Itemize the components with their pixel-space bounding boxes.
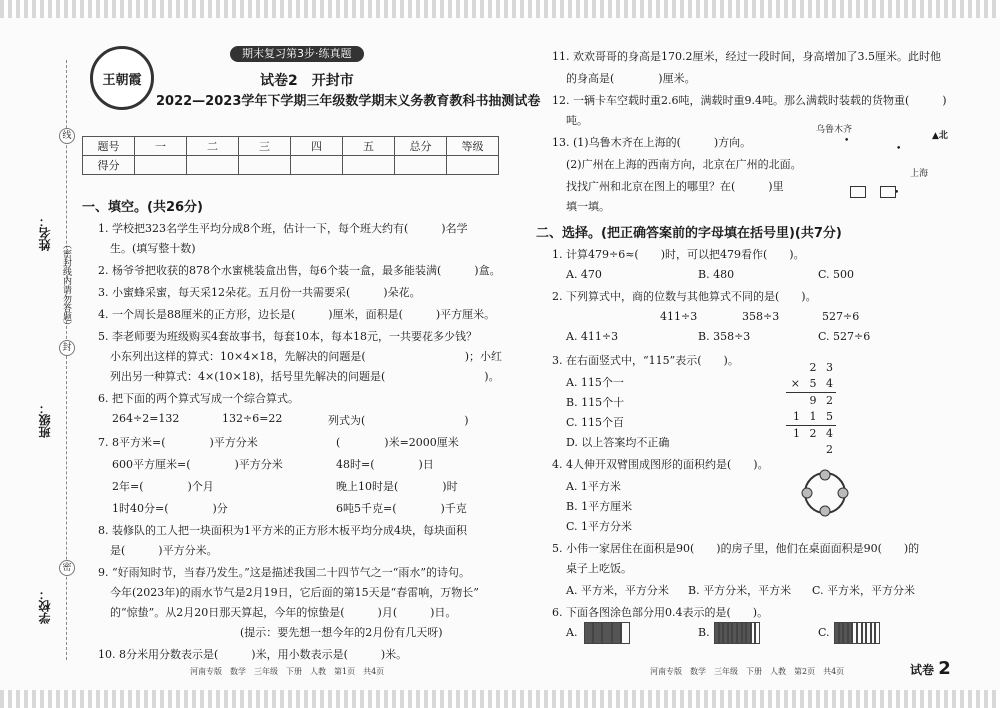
- choice-2-expr-3: 527÷6: [822, 310, 860, 323]
- review-step-badge: 期末复习第3步·练真题: [230, 46, 364, 62]
- choice-4-b: B. 1平方厘米: [566, 500, 633, 513]
- choice-5-c: C. 平方米，平方分米: [812, 584, 916, 597]
- choice-1-c: C. 500: [818, 268, 855, 281]
- map-box-1[interactable]: [850, 186, 866, 198]
- score-cell: 一: [135, 137, 187, 156]
- question-12-cont: 吨。: [566, 114, 588, 127]
- score-cell[interactable]: [187, 156, 239, 175]
- choice-3-b: B. 115个十: [566, 396, 625, 409]
- question-7: 7. 8平方米=( )平方分米: [98, 436, 258, 449]
- question-9-cont1: 今年(2023年)的雨水节气是2月19日，它后面的第15天是“春雷响，万物长”: [110, 586, 479, 599]
- choice-1-b: B. 480: [698, 268, 735, 281]
- score-cell[interactable]: [395, 156, 447, 175]
- choice-1-a: A. 470: [566, 268, 602, 281]
- choice-2-b: B. 358÷3: [698, 330, 751, 343]
- paper-title: 试卷2 开封市: [260, 73, 354, 89]
- choice-4: 4. 4人伸开双臂围成图形的面积约是( )。: [552, 458, 769, 471]
- question-10: 10. 8分米用分数表示是( )米，用小数表示是( )米。: [98, 648, 408, 661]
- question-13-1: 13. (1)乌鲁木齐在上海的( )方向。: [552, 136, 752, 149]
- score-table: [82, 136, 499, 175]
- choice-4-a: A. 1平方米: [566, 480, 621, 493]
- question-5-cont1: 小东列出这样的算式：10×4×18，先解决的问题是( )；小红: [110, 350, 503, 363]
- question-9-cont2: 的“惊蛰”。从2月20日那天算起，今年的惊蛰是( )月( )日。: [110, 606, 457, 619]
- top-wave-border: [0, 0, 1000, 18]
- publisher-logo: 王朝霞: [90, 46, 154, 110]
- question-7-f: 晚上10时是( )时: [336, 480, 458, 493]
- paper-tag-label: 试卷: [910, 663, 935, 677]
- score-cell: 题号: [83, 137, 135, 156]
- score-cell: 五: [343, 137, 395, 156]
- class-label: 班级：: [38, 402, 52, 438]
- question-4: 4. 一个周长是88厘米的正方形，边长是( )厘米，面积是( )平方厘米。: [98, 308, 496, 321]
- score-cell: 三: [239, 137, 291, 156]
- section-choice: 二、选择。(把正确答案前的字母填在括号里)(共7分): [536, 226, 842, 241]
- score-cell[interactable]: [239, 156, 291, 175]
- fraction-bar-b: [714, 622, 760, 644]
- map-box-2[interactable]: [880, 186, 896, 198]
- question-5: 5. 李老师要为班级购买4套故事书，每套10本，每本18元，一共要花多少钱？: [98, 330, 477, 343]
- vertical-multiplication: [786, 360, 836, 458]
- seal-seal: 封: [59, 340, 75, 356]
- choice-4-c: C. 1平方分米: [566, 520, 633, 533]
- map-dot-unknown: •: [896, 144, 902, 154]
- choice-6-c: C.: [818, 626, 830, 639]
- score-cell: 二: [187, 137, 239, 156]
- choice-2-expr-2: 358÷3: [742, 310, 780, 323]
- school-label: 学校：: [38, 588, 52, 624]
- map-label-shanghai: 上海: [910, 169, 929, 179]
- choice-6-a: A.: [566, 626, 578, 639]
- question-13-4: 填一填。: [566, 200, 610, 213]
- seal-line: 线: [59, 128, 75, 144]
- choice-3-d: D. 以上答案均不正确: [566, 436, 670, 449]
- name-label: 姓名：: [38, 215, 52, 251]
- question-7-g: 1时40分=( )分: [112, 502, 228, 515]
- choice-1: 1. 计算479÷6≈( )时，可以把479看作( )。: [552, 248, 805, 261]
- calc-line: × 5 4: [790, 377, 836, 390]
- question-11: 11. 欢欢哥哥的身高是170.2厘米，经过一段时间，身高增加了3.5厘米。此时他: [552, 50, 941, 63]
- score-cell: 总分: [395, 137, 447, 156]
- calc-line: 2 3: [809, 361, 836, 374]
- binding-note: （密封线内请勿答题）: [61, 240, 71, 330]
- page-footer-right: 河南专版 数学 三年级 下册 人教 第2页 共4页: [650, 667, 845, 676]
- map-dot-guangzhou: •: [894, 188, 900, 198]
- seal-dense: 密: [59, 560, 75, 576]
- question-8-cont: 是( )平方分米。: [110, 544, 218, 557]
- choice-5-b: B. 平方分米，平方米: [688, 584, 792, 597]
- calc-line: 9 2: [809, 394, 836, 407]
- question-13-2: (2)广州在上海的西南方向，北京在广州的北面。: [566, 158, 802, 171]
- choice-2-expr-1: 411÷3: [660, 310, 698, 323]
- section-fill-blank: 一、填空。(共26分): [82, 200, 203, 215]
- map-dot-urumqi: •: [844, 136, 850, 146]
- score-cell: 得分: [83, 156, 135, 175]
- map-label-urumqi: 乌鲁木齐: [816, 125, 853, 135]
- page-footer-left: 河南专版 数学 三年级 下册 人教 第1页 共4页: [190, 667, 385, 676]
- choice-6-b: B.: [698, 626, 710, 639]
- score-table-row: [83, 156, 499, 175]
- question-9-hint: (提示：要先想一想今年的2月份有几天呀): [240, 626, 443, 639]
- question-1-cont: 生。(填写整十数): [110, 242, 196, 255]
- choice-5-cont: 桌子上吃饭。: [566, 562, 632, 575]
- question-11-cont: 的身高是( )厘米。: [566, 72, 696, 85]
- question-9: 9. “好雨知时节，当春乃发生。”这是描述我国二十四节气之一“雨水”的诗句。: [98, 566, 470, 579]
- question-12: 12. 一辆卡车空载时重2.6吨，满载时重9.4吨。那么满载时装载的货物重( ): [552, 94, 947, 107]
- choice-6: 6. 下面各图涂色部分用0.4表示的是( )。: [552, 606, 769, 619]
- four-people-circle-illustration: [800, 468, 850, 518]
- question-1: 1. 学校把323名学生平均分成8个班，估计一下，每个班大约有( )名学: [98, 222, 468, 235]
- question-6-answer: 列式为( ): [328, 414, 469, 427]
- score-cell[interactable]: [291, 156, 343, 175]
- choice-3: 3. 在右面竖式中，“115”表示( )。: [552, 354, 739, 367]
- question-8: 8. 装修队的工人把一块面积为1平方米的正方形木板平均分成4块，每块面积: [98, 524, 467, 537]
- score-cell[interactable]: [135, 156, 187, 175]
- question-6-expr-a: 264÷2=132: [112, 412, 180, 425]
- score-cell: 四: [291, 137, 343, 156]
- question-13-3: 找找广州和北京在图上的哪里？在( )里: [566, 180, 784, 193]
- calc-line: 1 2 4 2: [793, 427, 836, 456]
- question-2: 2. 杨爷爷把收获的878个水蜜桃装盒出售，每6个装一盒，最多能装满( )盒。: [98, 264, 501, 277]
- choice-3-a: A. 115个一: [566, 376, 624, 389]
- question-5-cont2: 列出另一种算式：4×(10×18)，括号里先解决的问题是( )。: [110, 370, 500, 383]
- question-3: 3. 小蜜蜂采蜜，每天采12朵花。五月份一共需要采( )朵花。: [98, 286, 421, 299]
- score-table-row: [83, 137, 499, 156]
- north-arrow-icon: ▲北: [932, 131, 948, 141]
- exam-header: [90, 44, 541, 116]
- fraction-bar-c: [834, 622, 880, 644]
- choice-2-c: C. 527÷6: [818, 330, 871, 343]
- question-7-b: ( )米=2000厘米: [336, 436, 459, 449]
- score-cell: 等级: [447, 137, 499, 156]
- question-6-expr-b: 132÷6=22: [222, 412, 283, 425]
- choice-3-c: C. 115个百: [566, 416, 625, 429]
- question-6: 6. 把下面的两个算式写成一个综合算式。: [98, 392, 299, 405]
- choice-5: 5. 小伟一家居住在面积是90( )的房子里，他们在桌面面积是90( )的: [552, 542, 920, 555]
- paper-subtitle: 2022—2023学年下学期三年级数学期末义务教育教科书抽测试卷: [156, 94, 541, 109]
- bottom-wave-border: [0, 690, 1000, 708]
- question-7-h: 6吨5千克=( )千克: [336, 502, 467, 515]
- fraction-bar-a: [584, 622, 630, 644]
- score-cell[interactable]: [447, 156, 499, 175]
- question-7-c: 600平方厘米=( )平方分米: [112, 458, 283, 471]
- score-cell[interactable]: [343, 156, 395, 175]
- choice-5-a: A. 平方米，平方分米: [566, 584, 669, 597]
- mini-map: [810, 122, 960, 212]
- question-7-e: 2年=( )个月: [112, 480, 214, 493]
- question-7-d: 48时=( )日: [336, 458, 434, 471]
- paper-tag-number: 2: [938, 658, 951, 679]
- paper-number-tag: [910, 658, 951, 679]
- calc-line: 1 1 5: [793, 410, 836, 423]
- choice-2: 2. 下列算式中，商的位数与其他算式不同的是( )。: [552, 290, 817, 303]
- choice-2-a: A. 411÷3: [566, 330, 619, 343]
